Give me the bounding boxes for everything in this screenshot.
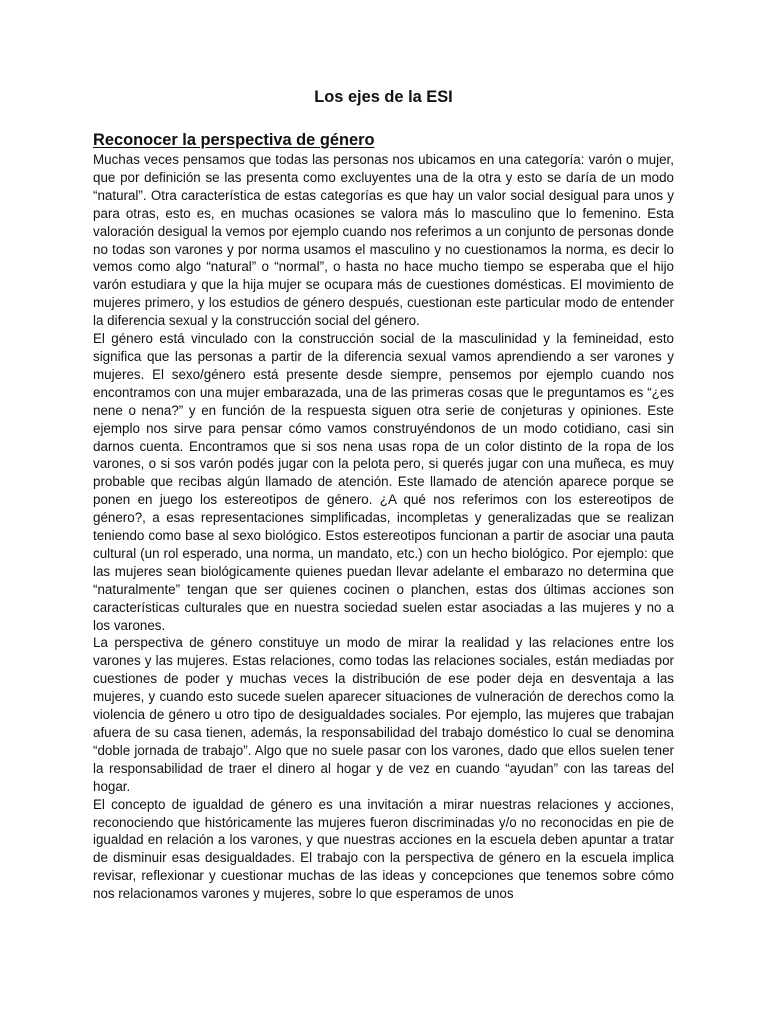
page-title: Los ejes de la ESI — [314, 88, 453, 106]
section-heading: Reconocer la perspectiva de género — [93, 131, 375, 149]
paragraph-1: Muchas veces pensamos que todas las personas nos ubicamos en una categoría: varón o mujer, que por definición se las presenta como excluyentes una de la otra y esto se daría de un modo “natural”. Otra característica de estas categorías es que hay un valor social desigual para unos y para otras, esto es, en muchas ocasiones se valora más lo masculino que lo femenino. Esta valoración desigual la vemos por ejemplo cuando nos referimos a un conjunto de personas donde no todas son varones y por norma usamos el masculino y no cuestionamos la norma, es decir lo vemos como algo “natural” o “normal”, o hasta no hace mucho tiempo se esperaba que el hijo varón estudiara y que la hija mujer se ocupara más de cuestiones domésticas. El movimiento de mujeres primero, y los estudios de género después, cuestionan este particular modo de entender la diferencia sexual y la construcción social del género. — [93, 152, 674, 329]
paragraph-4: El concepto de igualdad de género es una invitación a mirar nuestras relaciones y acciones, reconociendo que históricamente las mujeres fueron discriminadas y/o no reconocidas en pie de igualdad en relación a los varones, y que nuestras acciones en la escuela deben apuntar a tratar de disminuir esas desigualdades. El trabajo con la perspectiva de género en la escuela implica revisar, reflexionar y cuestionar muchas de las ideas y concepciones que tenemos sobre cómo nos relacionamos varones y mujeres, sobre lo que esperamos de unos — [93, 796, 674, 902]
paragraph-3: La perspectiva de género constituye un modo de mirar la realidad y las relaciones entre los varones y las mujeres. Estas relaciones, como todas las relaciones sociales, están mediadas por cuestiones de poder y muchas veces la distribución de ese poder deja en desventaja a las mujeres, y cuando esto sucede suelen aparecer situaciones de vulneración de derechos como la violencia de género u otro tipo de desigualdades sociales. Por ejemplo, las mujeres que trabajan afuera de su casa tienen, además, la responsabilidad del trabajo doméstico lo cual se denomina “doble jornada de trabajo”. Algo que no suele pasar con los varones, dado que ellos suelen tener la responsabilidad de traer el dinero al hogar y de vez en cuando “ayudan” con las tareas del hogar. — [93, 635, 674, 794]
paragraph-2: El género está vinculado con la construcción social de la masculinidad y la femineidad, esto significa que las personas a partir de la diferencia sexual vamos aprendiendo a ser varones y mujeres. El sexo/género está presente desde siempre, pensemos por ejemplo cuando nos encontramos con una mujer embarazada, una de las primeras cosas que le preguntamos es “¿es nene o nena?” y en función de la respuesta siguen otra serie de conjeturas y opiniones. Este ejemplo nos sirve para pensar cómo vamos construyéndonos de un modo cotidiano, casi sin darnos cuenta. Encontramos que si sos nena usas ropa de un color distinto de la ropa de los varones, o si sos varón podés jugar con la pelota pero, si querés jugar con una muñeca, es muy probable que recibas algún llamado de atención. Este llamado de atención aparece porque se ponen en juego los estereotipos de género. ¿A qué nos referimos con los estereotipos de género?, a esas representaciones simplificadas, incompletas y generalizadas que se realizan teniendo como base al sexo biológico. Estos estereotipos funcionan a partir de asociar una pauta cultural (un rol esperado, una norma, un mandato, etc.) con un hecho biológico. Por ejemplo: que las mujeres sean biológicamente quienes puedan llevar adelante el embarazo no determina que “naturalmente” tengan que ser quienes cocinen o planchen, estas dos últimas acciones son características culturales que en nuestra sociedad suelen estar asociadas a las mujeres y no a los varones. — [93, 331, 674, 633]
